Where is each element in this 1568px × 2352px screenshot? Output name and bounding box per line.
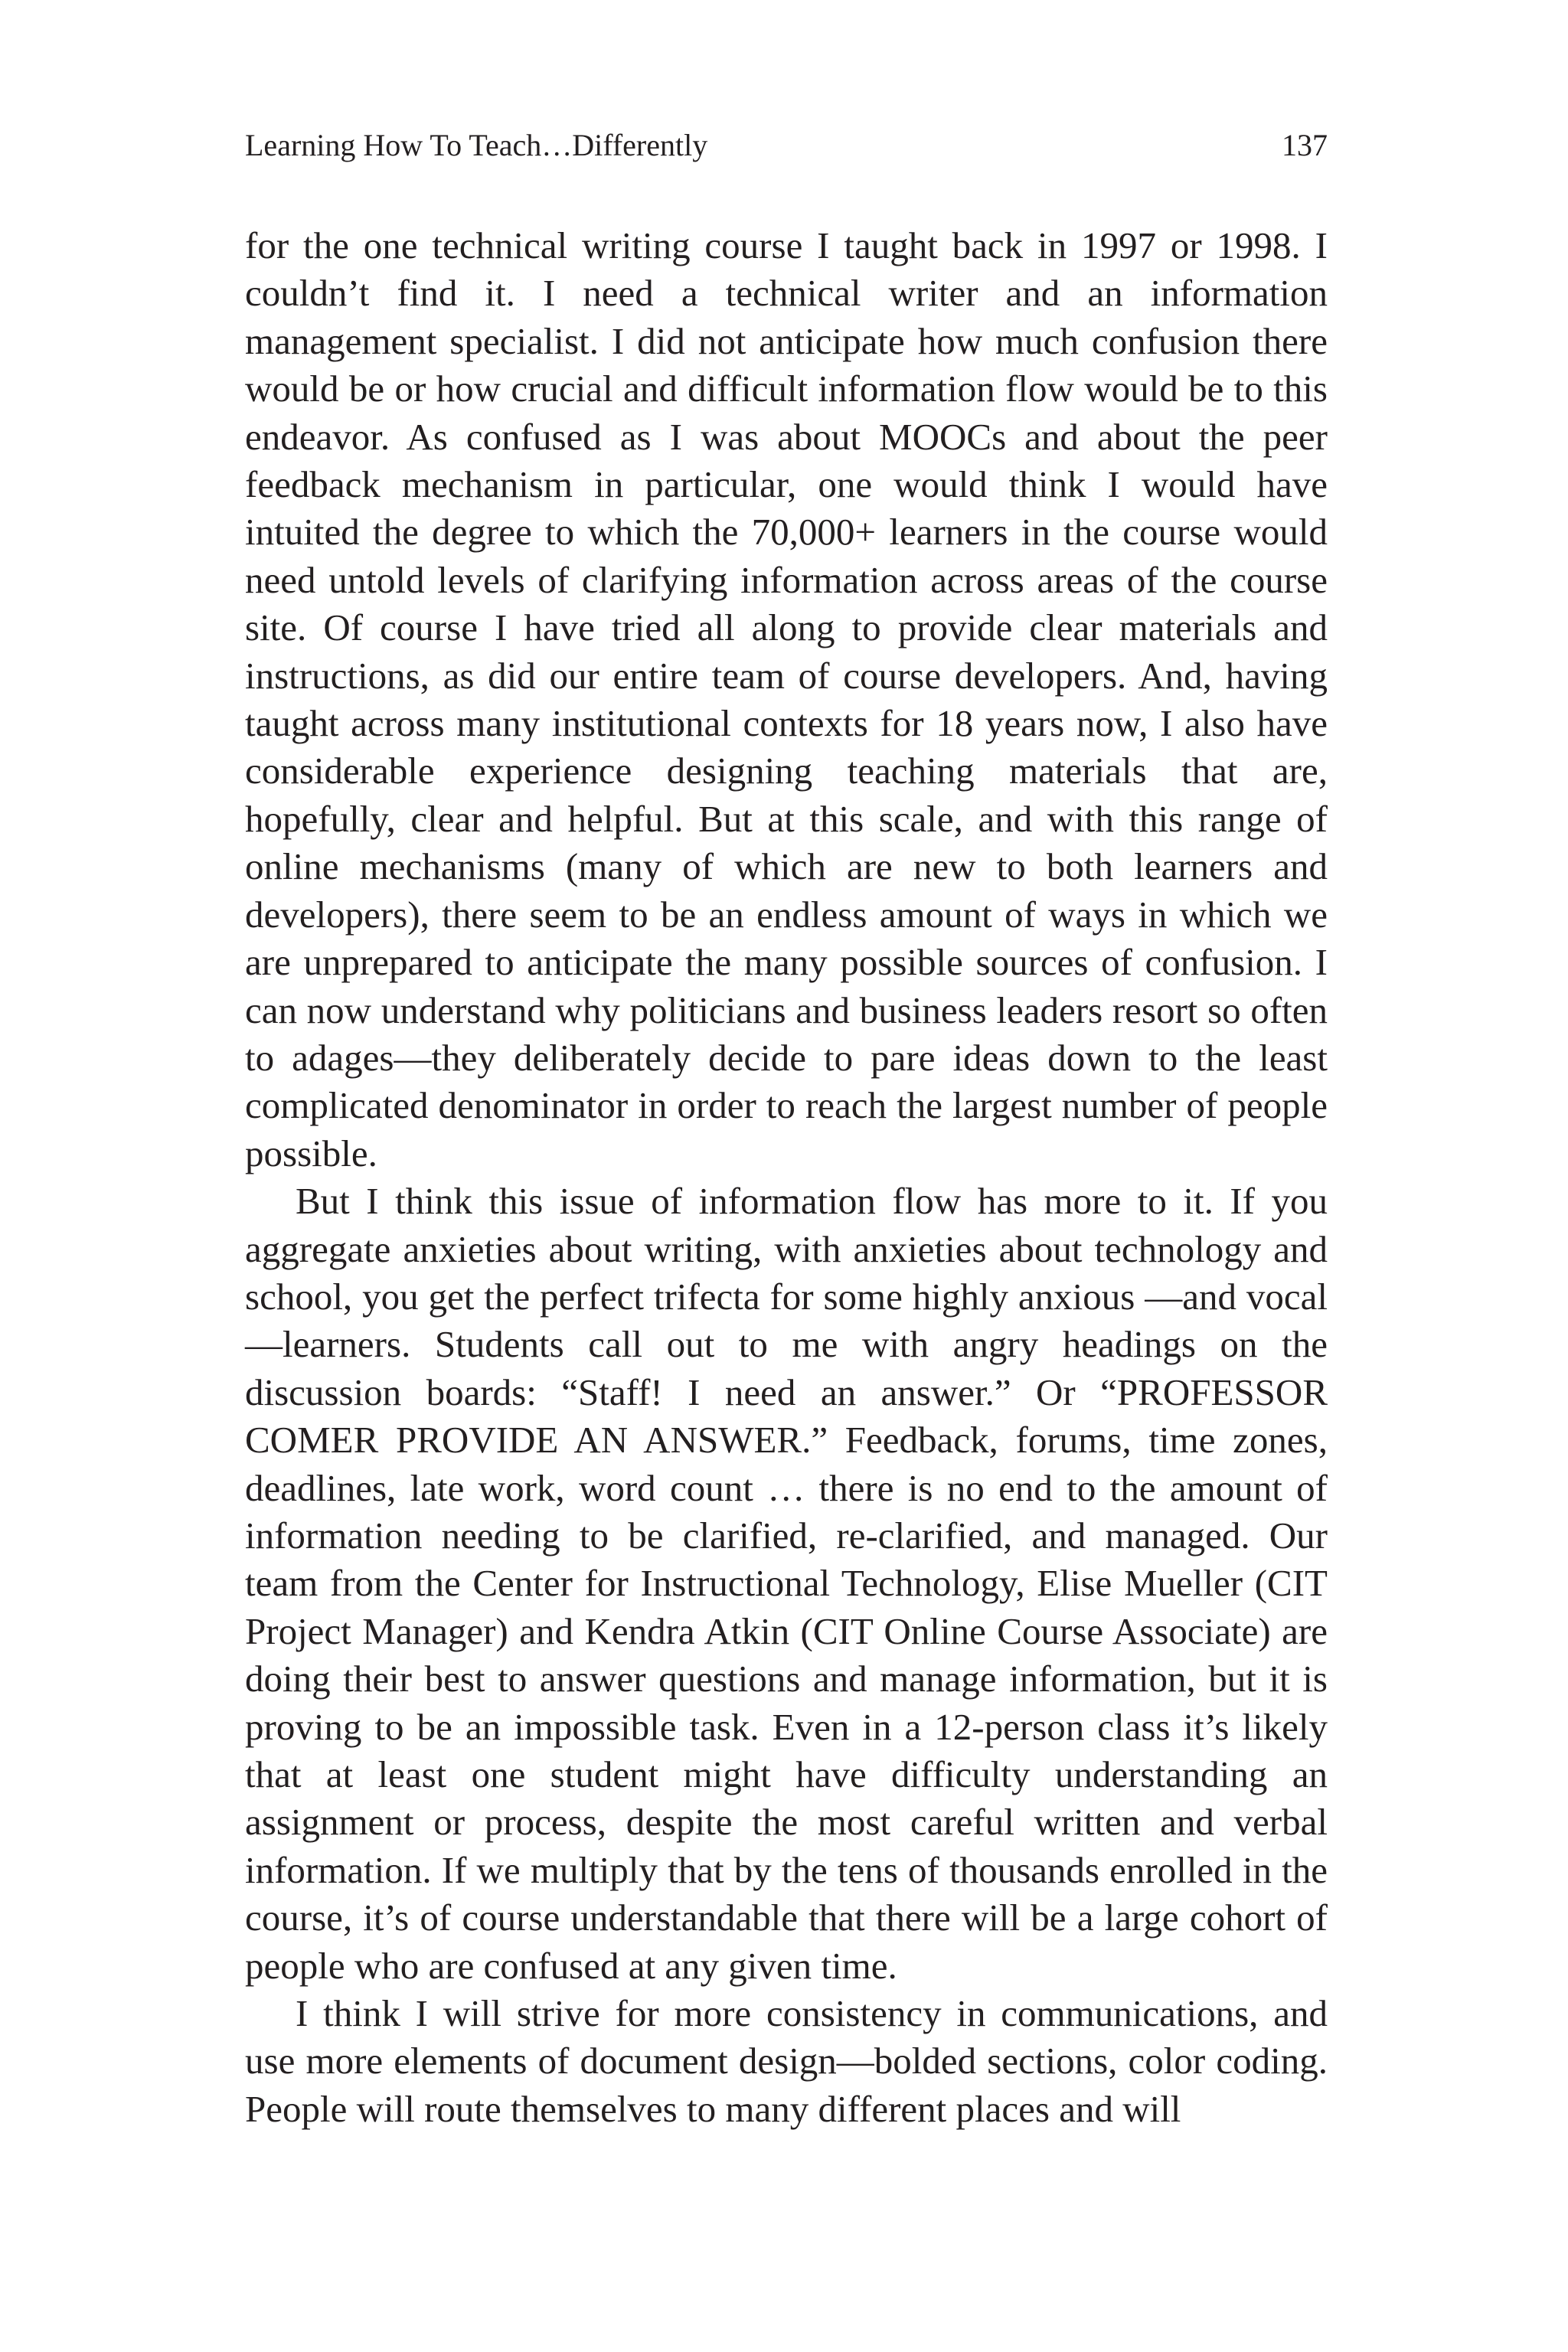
page-number: 137 [1282, 128, 1328, 162]
paragraph-3: I think I will strive for more consistency in communications, and use more elements of document design—bolded sections, color coding. People will route themselves to many different places and will [245, 1992, 1328, 2130]
running-head-title: Learning How To Teach…Differently [245, 128, 708, 162]
paragraph-1: for the one technical writing course I taught back in 1997 or 1998. I couldn’t find it. I need a technical writer and an information management specialist. I did not anticipate how much confusion there would be or how crucial and difficult information flow would be to this endeavor. As confused as I was about MOOCs and about the peer feedback mechanism in particular, one would think I would have intuited the degree to which the 70,000+ learners in the course would need untold levels of clarifying information across areas of the course site. Of course I have tried all along to provide clear materials and instructions, as did our entire team of course developers. And, having taught across many institutional contexts for 18 years now, I also have considerable experience designing teaching materials that are, hopefully, clear and helpful. But at this scale, and with this range of online mechanisms (many of which are new to both learners and developers), there seem to be an endless amount of ways in which we are unprepared to anticipate the many possible sources of confusion. I can now understand why politicians and business leaders resort so often to adages—they deliberately decide to pare ideas down to the least complicated denominator in order to reach the largest number of people possible. [245, 224, 1328, 1174]
body-text [245, 222, 1328, 2133]
running-head [245, 122, 1328, 168]
paragraph-2: But I think this issue of information flow has more to it. If you aggregate anxieties about writing, with anxieties about technology and school, you get the perfect trifecta for some highly anxious —and vocal —learners. Students call out to me with angry headings on the discussion boards: “Staff! I need an answer.” Or “PROFESSOR COMER PROVIDE AN ANSWER.” Feedback, forums, time zones, deadlines, late work, word count … there is no end to the amount of information needing to be clarified, re-clarified, and managed. Our team from the Center for Instructional Technology, Elise Mueller (CIT Project Manager) and Kendra Atkin (CIT Online Course Associate) are doing their best to answer questions and manage information, but it is proving to be an impossible task. Even in a 12-person class it’s likely that at least one student might have difficulty understanding an assignment or process, despite the most careful written and verbal information. If we multiply that by the tens of thousands enrolled in the course, it’s of course understandable that there will be a large cohort of people who are confused at any given time. [245, 1180, 1328, 1987]
